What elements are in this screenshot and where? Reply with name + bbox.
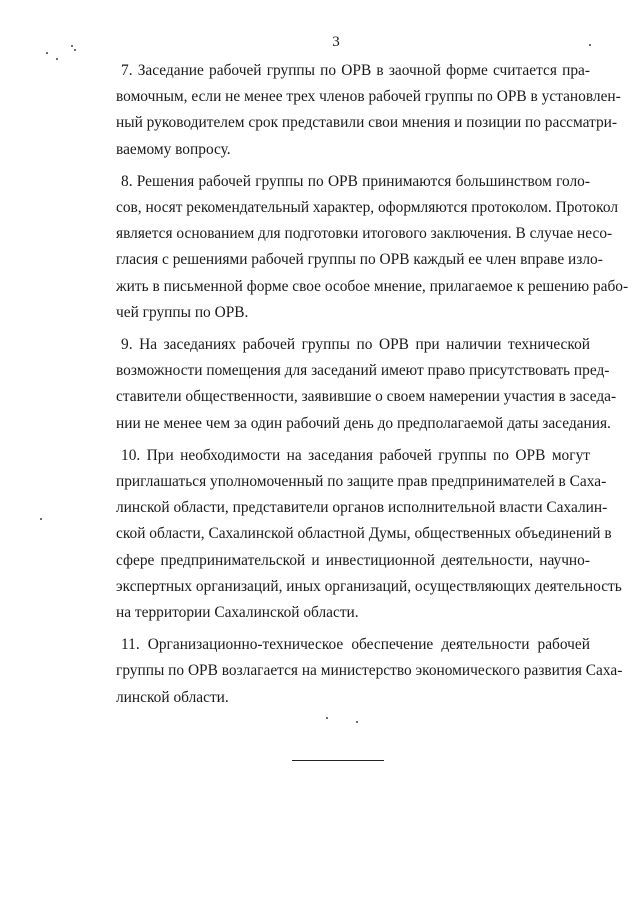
- paragraph-7: [116, 58, 621, 163]
- text-line: 9. На заседаниях рабочей группы по ОРВ при наличии технической: [121, 336, 590, 354]
- text-line: жить в письменной форме свое особое мнение, прилагаемое к решению рабо-: [116, 277, 629, 295]
- paragraph-8: [116, 169, 629, 326]
- text-line: на территории Сахалинской области.: [116, 604, 359, 622]
- text-line: вомочным, если не менее трех членов рабочей группы по ОРВ в установлен-: [116, 88, 621, 106]
- text-line: возможности помещения для заседаний имеют право присутствовать пред-: [116, 362, 610, 380]
- text-line: сов, носят рекомендательный характер, оформляются протоколом. Протокол: [116, 199, 618, 217]
- text-line: экспертных организаций, иных организаций, осуществляющих деятельность: [116, 577, 622, 595]
- scan-speck: [326, 717, 328, 719]
- paragraph-9: [116, 332, 617, 437]
- text-line: 10. При необходимости на заседания рабочей группы по ОРВ могут: [121, 446, 590, 464]
- text-line: 8. Решения рабочей группы по ОРВ принимаются большинством голо-: [121, 172, 590, 190]
- text-line: 7. Заседание рабочей группы по ОРВ в заочной форме считается пра-: [121, 62, 590, 79]
- scan-speck: [46, 52, 48, 54]
- text-line: гласия с решениями рабочей группы по ОРВ каждый ее член вправе изло-: [116, 251, 603, 269]
- text-line: сфере предпринимательской и инвестиционной деятельности, научно-: [116, 551, 590, 569]
- text-line: является основанием для подготовки итогового заключения. В случае несо-: [116, 225, 613, 243]
- text-line: нии не менее чем за один рабочий день до предполагаемой даты заседания.: [116, 414, 611, 432]
- scan-speck: [56, 58, 58, 60]
- text-line: ный руководителем срок представили свои мнения и позиции по рассматри-: [116, 114, 618, 132]
- text-line: приглашаться уполномоченный по защите прав предпринимателей в Саха-: [116, 473, 607, 491]
- text-line: ставители общественности, заявившие о своем намерении участия в заседа-: [116, 388, 617, 406]
- text-line: линской области.: [116, 688, 229, 706]
- text-line: группы по ОРВ возлагается на министерство экономического развития Саха-: [116, 662, 623, 680]
- text-line: ваемому вопросу.: [116, 140, 231, 158]
- paragraph-11: [116, 632, 623, 711]
- text-line: ской области, Сахалинской областной Думы, общественных объединений в: [116, 525, 612, 543]
- end-of-document-rule: [292, 760, 384, 761]
- text-line: линской области, представители органов исполнительной власти Сахалин-: [116, 499, 608, 517]
- document-body: [116, 58, 629, 711]
- paragraph-10: [116, 443, 622, 626]
- text-line: чей группы по ОРВ.: [116, 303, 249, 321]
- text-line: 11. Организационно-техническое обеспечение деятельности рабочей: [121, 636, 590, 654]
- page-number: 3: [332, 34, 340, 50]
- scan-speck: [40, 518, 42, 520]
- scan-speck: [356, 721, 358, 723]
